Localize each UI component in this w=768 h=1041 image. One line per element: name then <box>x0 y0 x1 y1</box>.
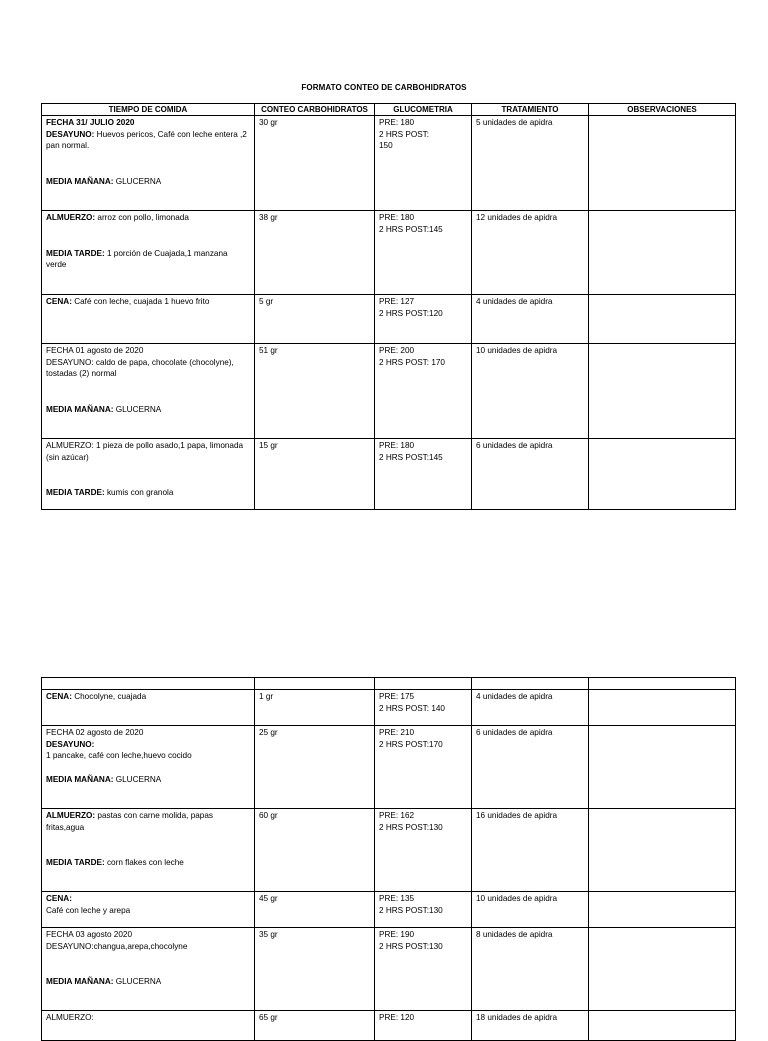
meal-text: 1 pieza de pollo asado,1 papa, limonada (sin azúcar) <box>46 441 244 462</box>
meal-label: CENA: <box>46 297 72 306</box>
snack-text: GLUCERNA <box>113 404 162 414</box>
treatment-cell: 10 unidades de apidra <box>472 892 589 928</box>
pre-value: PRE: 200 <box>379 346 415 355</box>
observations-cell <box>589 116 736 211</box>
post-value: 2 HRS POST:145 <box>379 452 443 462</box>
observations-cell <box>589 211 736 295</box>
meal-label: DESAYUNO: <box>46 739 95 749</box>
snack-text: corn flakes con leche <box>104 858 184 867</box>
treatment-cell: 18 unidades de apidra <box>472 1011 589 1041</box>
treatment-cell: 6 unidades de apidra <box>472 726 589 809</box>
meal-cell <box>42 344 255 439</box>
post-value: 2 HRS POST: <box>379 129 430 139</box>
meal-text: Chocolyne, cuajada <box>71 692 147 701</box>
snack-label: MEDIA MAÑANA: <box>46 176 114 186</box>
carbs-cell: 38 gr <box>255 211 375 295</box>
carbs-cell: 15 gr <box>255 439 375 510</box>
treatment-cell: 4 unidades de apidra <box>472 295 589 344</box>
post-reading: 150 <box>379 141 393 150</box>
treatment-cell: 6 unidades de apidra <box>472 439 589 510</box>
snack-text: GLUCERNA <box>113 774 162 784</box>
carbs-cell: 65 gr <box>255 1011 375 1041</box>
treatment-cell: 4 unidades de apidra <box>472 690 589 726</box>
glucometry-cell <box>375 1011 472 1041</box>
post-value: 2 HRS POST:130 <box>379 905 443 915</box>
blank-cell <box>375 678 472 690</box>
meal-cell <box>42 211 255 295</box>
table-row <box>42 116 736 211</box>
meal-cell <box>42 116 255 211</box>
pre-value: PRE: 180 <box>379 441 415 450</box>
glucometry-cell <box>375 892 472 928</box>
header-observations: OBSERVACIONES <box>589 104 736 116</box>
glucometry-cell <box>375 116 472 211</box>
meal-label: ALMUERZO: <box>46 441 94 450</box>
treatment-cell: 8 unidades de apidra <box>472 928 589 1011</box>
meal-label: CENA: <box>46 692 72 701</box>
pre-value: PRE: 162 <box>379 811 415 820</box>
pre-value: PRE: 190 <box>379 930 415 939</box>
meal-text: arroz con pollo, limonada <box>95 213 189 222</box>
observations-cell <box>589 439 736 510</box>
header-glucometry: GLUCOMETRIA <box>375 104 472 116</box>
blank-cell <box>472 678 589 690</box>
meal-text: Café con leche y arepa <box>46 905 131 915</box>
table-row <box>42 690 736 726</box>
meal-text: changua,arepa,chocolyne <box>93 941 188 951</box>
meal-cell <box>42 439 255 510</box>
document-title: FORMATO CONTEO DE CARBOHIDRATOS <box>301 83 467 92</box>
post-value: 2 HRS POST:170 <box>379 739 443 749</box>
pre-value: PRE: 180 <box>379 213 415 222</box>
pre-value: PRE: 120 <box>379 1013 415 1022</box>
table-row <box>42 295 736 344</box>
treatment-cell: 16 unidades de apidra <box>472 809 589 892</box>
glucometry-cell <box>375 690 472 726</box>
snack-text: GLUCERNA <box>113 977 162 986</box>
meal-text: 1 pancake, café con leche,huevo cocido <box>46 751 192 760</box>
meal-label: ALMUERZO: <box>46 1013 94 1022</box>
carbs-cell: 45 gr <box>255 892 375 928</box>
date-label: FECHA 02 agosto de 2020 <box>46 728 144 737</box>
observations-cell <box>589 344 736 439</box>
pre-value: PRE: 135 <box>379 894 415 903</box>
meal-cell <box>42 892 255 928</box>
glucometry-cell <box>375 439 472 510</box>
carbs-cell: 35 gr <box>255 928 375 1011</box>
meal-label: ALMUERZO: <box>46 213 96 222</box>
carbs-cell: 30 gr <box>255 116 375 211</box>
meal-cell <box>42 690 255 726</box>
header-carbs: CONTEO CARBOHIDRATOS <box>255 104 375 116</box>
snack-text: GLUCERNA <box>113 176 162 186</box>
meal-cell <box>42 1011 255 1041</box>
meal-text: pastas con carne molida, papas fritas,agua <box>46 811 214 832</box>
post-value: 2 HRS POST:130 <box>379 822 443 832</box>
blank-cell <box>255 678 375 690</box>
post-value: 2 HRS POST: 140 <box>379 703 445 713</box>
meal-label: DESAYUNO: <box>46 357 94 367</box>
glucometry-cell <box>375 809 472 892</box>
snack-label: MEDIA MAÑANA: <box>46 977 114 986</box>
pre-value: PRE: 175 <box>379 692 415 701</box>
snack-text: kumis con granola <box>104 488 174 497</box>
glucometry-cell <box>375 211 472 295</box>
carbs-cell: 51 gr <box>255 344 375 439</box>
table-row <box>42 726 736 809</box>
carbs-cell: 25 gr <box>255 726 375 809</box>
table-row <box>42 439 736 510</box>
meal-text: Café con leche, cuajada 1 huevo frito <box>71 297 210 306</box>
pre-value: PRE: 210 <box>379 728 415 737</box>
meal-cell <box>42 928 255 1011</box>
observations-cell <box>589 295 736 344</box>
header-meal-time: TIEMPO DE COMIDA <box>42 104 255 116</box>
carb-log-table-2 <box>41 677 736 1041</box>
table-row <box>42 211 736 295</box>
meal-cell <box>42 295 255 344</box>
meal-label: ALMUERZO: <box>46 811 96 820</box>
glucometry-cell <box>375 928 472 1011</box>
table-row <box>42 892 736 928</box>
meal-cell <box>42 809 255 892</box>
post-value: 2 HRS POST:145 <box>379 224 443 234</box>
observations-cell <box>589 892 736 928</box>
date-label: FECHA 03 agosto 2020 <box>46 930 133 939</box>
meal-label: CENA: <box>46 894 72 903</box>
table-row <box>42 928 736 1011</box>
meal-text: caldo de papa, chocolate (chocolyne), tostadas (2) normal <box>46 357 234 378</box>
snack-label: MEDIA TARDE: <box>46 248 105 258</box>
treatment-cell: 12 unidades de apidra <box>472 211 589 295</box>
observations-cell <box>589 726 736 809</box>
meal-cell <box>42 726 255 809</box>
observations-cell <box>589 809 736 892</box>
carbs-cell: 1 gr <box>255 690 375 726</box>
post-value: 2 HRS POST: 170 <box>379 357 445 367</box>
snack-label: MEDIA TARDE: <box>46 488 105 497</box>
header-row <box>42 104 736 116</box>
header-treatment: TRATAMIENTO <box>472 104 589 116</box>
blank-header-row <box>42 678 736 690</box>
snack-label: MEDIA MAÑANA: <box>46 774 114 784</box>
pre-value: PRE: 127 <box>379 297 415 306</box>
snack-text: 1 porción de Cuajada,1 manzana verde <box>46 248 228 269</box>
blank-cell <box>42 678 255 690</box>
snack-label: MEDIA TARDE: <box>46 858 105 867</box>
carbs-cell: 60 gr <box>255 809 375 892</box>
observations-cell <box>589 1011 736 1041</box>
snack-label: MEDIA MAÑANA: <box>46 404 114 414</box>
post-value: 2 HRS POST:130 <box>379 941 443 951</box>
meal-label: DESAYUNO: <box>46 129 95 139</box>
table-row <box>42 1011 736 1041</box>
meal-label: DESAYUNO: <box>46 941 94 951</box>
blank-cell <box>589 678 736 690</box>
date-label: FECHA 31/ JULIO 2020 <box>46 118 135 127</box>
glucometry-cell <box>375 344 472 439</box>
table-row <box>42 344 736 439</box>
meal-text: Huevos pericos, Café con leche entera ,2 pan normal. <box>46 129 247 150</box>
observations-cell <box>589 690 736 726</box>
table-row <box>42 809 736 892</box>
treatment-cell: 10 unidades de apidra <box>472 344 589 439</box>
post-value: 2 HRS POST:120 <box>379 308 443 318</box>
glucometry-cell <box>375 295 472 344</box>
observations-cell <box>589 928 736 1011</box>
carb-log-table-1 <box>41 103 736 510</box>
treatment-cell: 5 unidades de apidra <box>472 116 589 211</box>
glucometry-cell <box>375 726 472 809</box>
pre-value: PRE: 180 <box>379 118 415 127</box>
date-label: FECHA 01 agosto de 2020 <box>46 346 144 355</box>
carbs-cell: 5 gr <box>255 295 375 344</box>
